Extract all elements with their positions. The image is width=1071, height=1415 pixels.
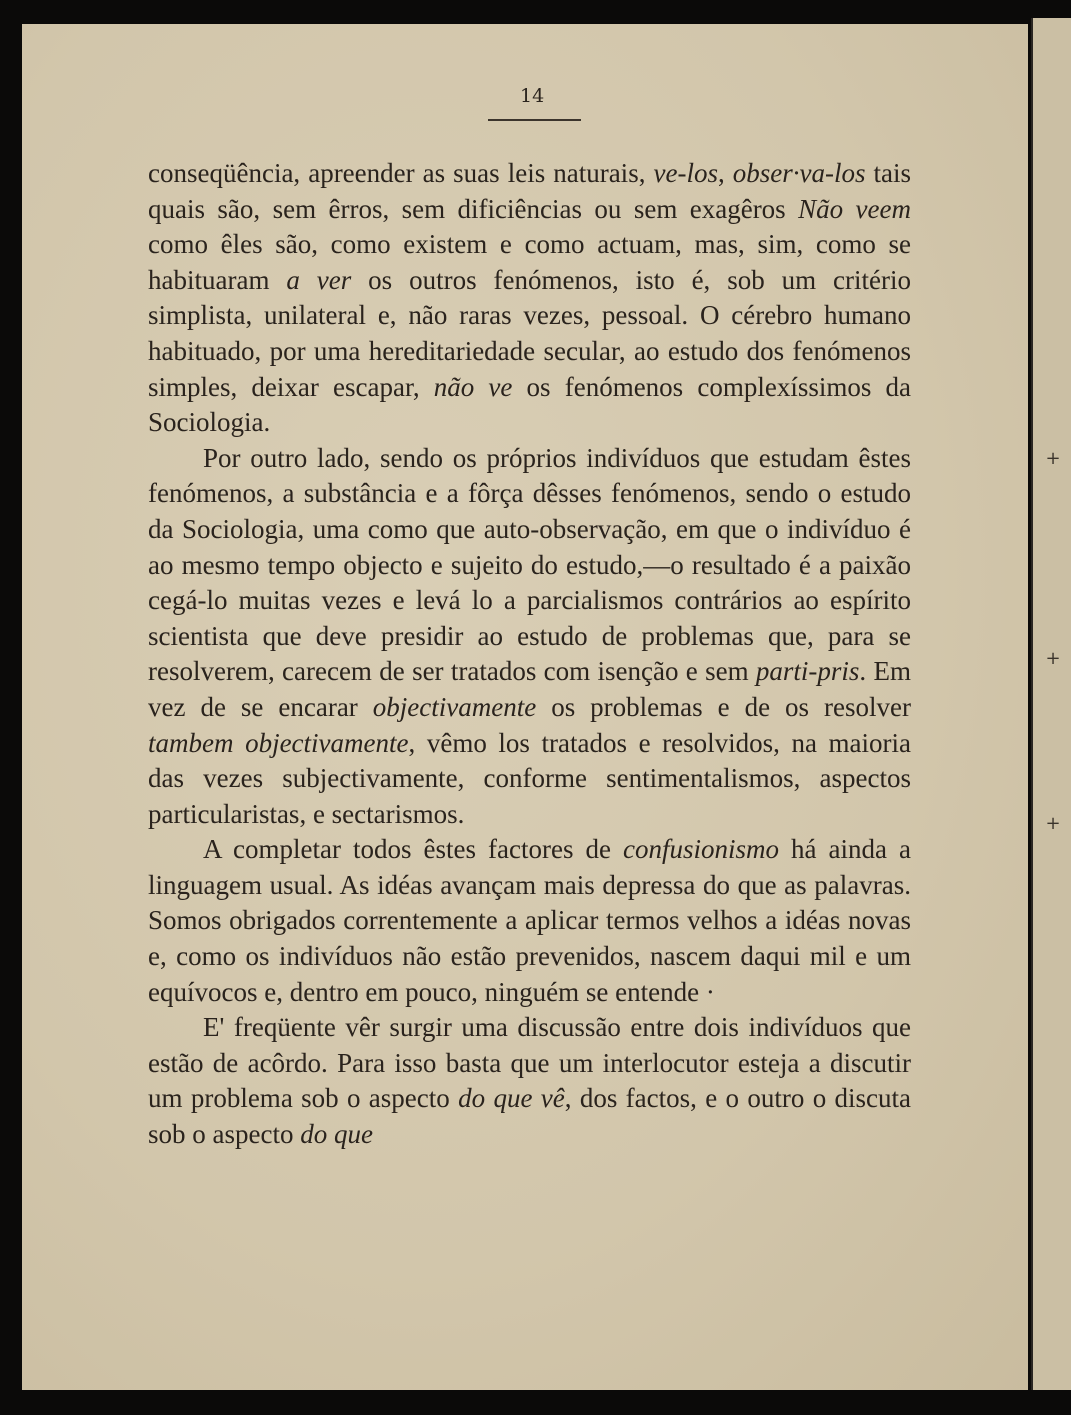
text-run: , vêmo los tratados e resolvidos, na maioria das vezes subjectivamente, conforme sentimentalismos, aspectos particularistas, e sectarismos. xyxy=(148,727,912,829)
italic-text: do que vê xyxy=(458,1083,565,1114)
italic-text: confusionismo xyxy=(622,834,779,865)
italic-text: objectivamente xyxy=(372,691,537,722)
binding-mark-icon: + xyxy=(1045,813,1061,834)
text-run: conseqüência, apreender as suas leis naturais, xyxy=(148,158,654,188)
italic-text: parti-pris xyxy=(755,656,860,687)
body-text xyxy=(148,156,911,1153)
text-run: há ainda a linguagem usual. As idéas avançam mais depressa do que as palavras. Somos obrigados correntemente a aplicar termos velhos a idéas novas e, como os indivíduos não estão prevenidos, nascem daqui mil e um equívocos e, dentro em pouco, ninguém se entende · xyxy=(148,834,911,1007)
text-run: . Em vez de se encarar xyxy=(148,656,911,722)
italic-text: tambem objectivamente xyxy=(148,727,409,758)
text-run: , dos factos, e o outro o discuta sob o aspecto xyxy=(148,1083,912,1150)
italic-text: a ver xyxy=(286,264,352,295)
text-run: E' freqüente vêr surgir uma discussão entre dois indivíduos que estão de acôrdo. Para isso basta que um interlocutor esteja a discutir um problema sob o aspecto xyxy=(148,1012,911,1114)
text-run: os outros fenómenos, isto é, sob um critério simplista, unilateral e, não raras vezes, pessoal. O cérebro humano habituado, por uma hereditariedade secular, ao estudo dos fenómenos simples, deixar escapar, xyxy=(148,264,911,402)
paragraph xyxy=(148,832,911,1010)
text-run: Por outro lado, sendo os próprios indivíduos que estudam êstes fenómenos, a substância e a fôrça dêsses fenómenos, sendo o estudo da Sociologia, uma como que auto-observação, em que o indivíduo é ao mesmo tempo objecto e sujeito do estudo,—o resultado é a paixão cegá-lo muitas vezes e levá lo a parcialismos contrários ao espírito scientista que deve presidir ao estudo de problemas que, para se resolverem, carecem de ser tratados com isenção e sem xyxy=(148,442,911,687)
italic-text: ve-los xyxy=(653,158,718,188)
binding-mark-icon: + xyxy=(1045,448,1061,469)
text-run: os problemas e de os resolver xyxy=(536,691,911,722)
adjacent-page-edge xyxy=(1031,18,1071,1390)
paragraph xyxy=(148,1010,911,1152)
paragraph xyxy=(148,441,911,833)
italic-text: obser·va-los xyxy=(732,158,866,188)
text-run: A completar todos êstes factores de xyxy=(203,834,623,865)
text-run: como êles são, como existem e como actuam, mas, sim, como se habituaram xyxy=(148,229,911,295)
paragraph xyxy=(148,156,911,441)
text-run: tais quais são, sem êrros, sem dificiências ou sem exagêros xyxy=(148,158,911,224)
italic-text: do que xyxy=(300,1119,373,1150)
binding-mark-icon: + xyxy=(1045,648,1061,669)
italic-text: Não veem xyxy=(798,193,911,224)
text-run: , xyxy=(717,158,733,188)
page-number-rule xyxy=(488,119,581,121)
text-run: os fenómenos complexíssimos da Sociologia. xyxy=(148,371,911,438)
italic-text: não ve xyxy=(433,371,513,402)
page-number: 14 xyxy=(520,85,545,107)
